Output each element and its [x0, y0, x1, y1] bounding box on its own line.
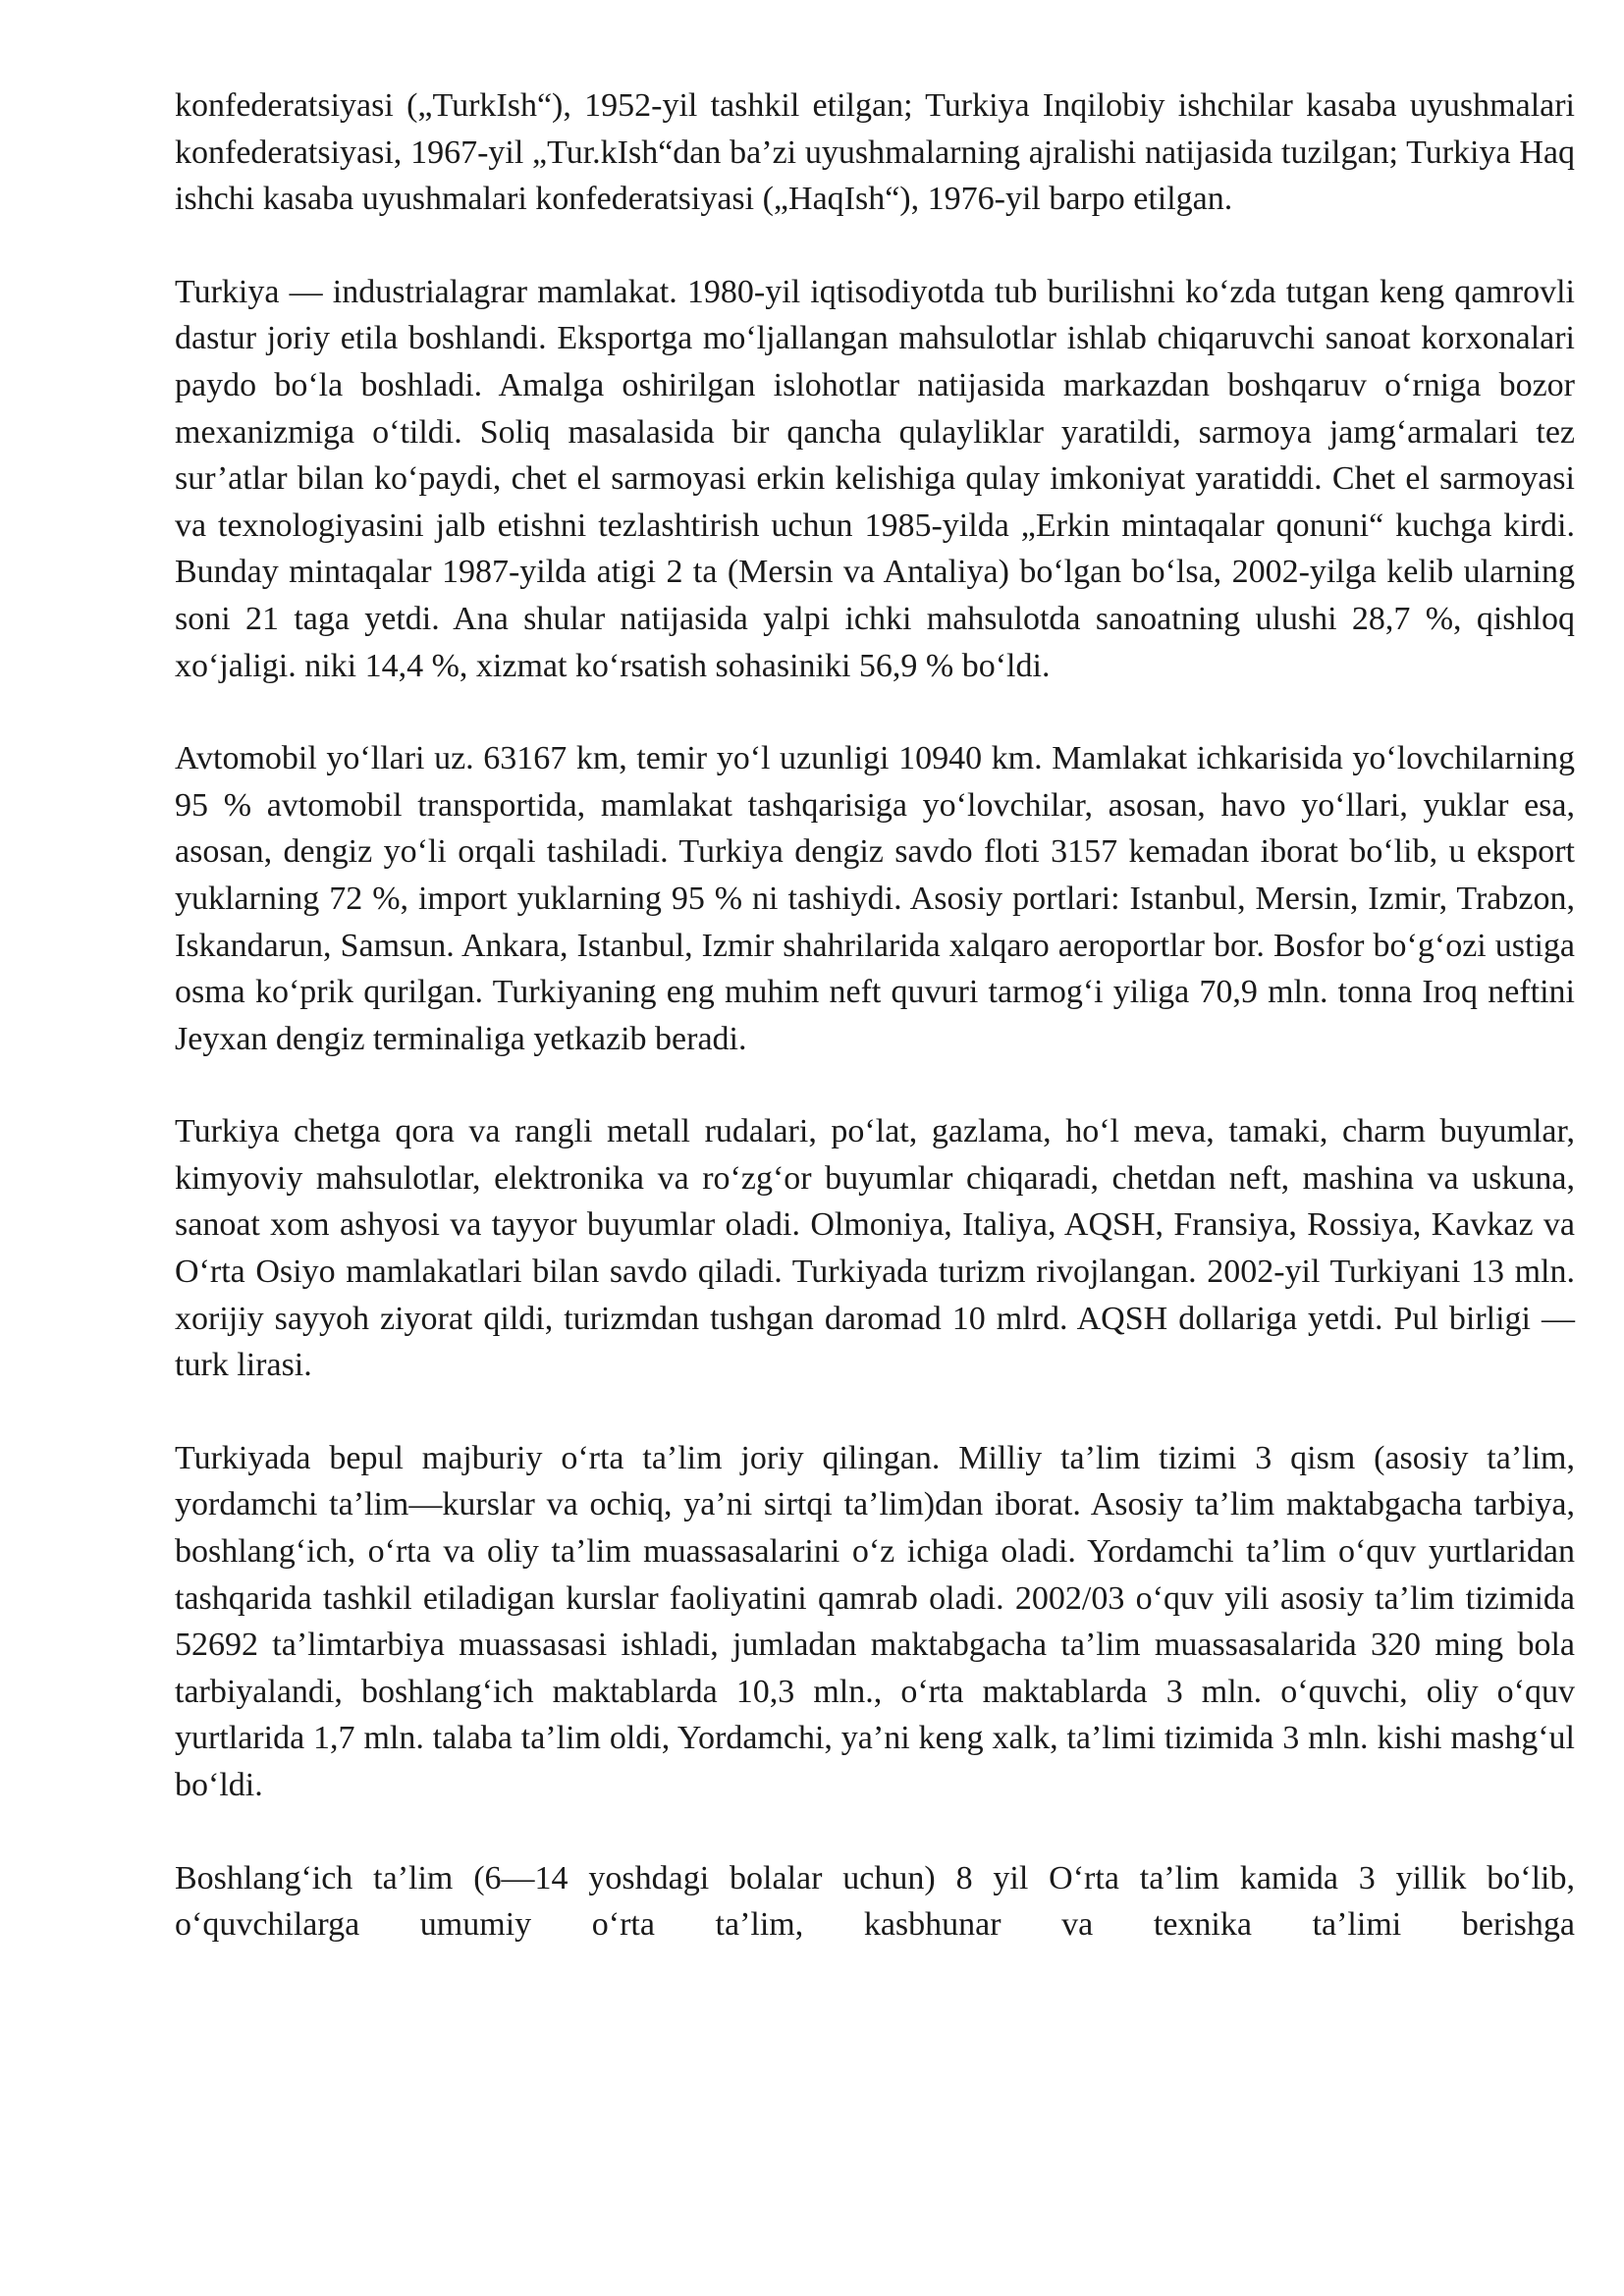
paragraph-economy: Turkiya — industrialagrar mamlakat. 1980-yil iqtisodiyotda tub burilishni ko‘zda tutgan keng qamrovli dastur joriy etila boshlandi. Eksportga mo‘ljallangan mahsulotlar ishlab chiqaruvchi sanoat korxonalari paydo bo‘la boshladi. Amalga oshirilgan islohotlar natijasida markazdan boshqaruv o‘rniga bozor mexanizmiga o‘tildi. Soliq masalasida bir qancha qulayliklar yaratildi, sarmoya jamg‘armalari tez sur’atlar bilan ko‘paydi, chet el sarmoyasi erkin kelishiga qulay imkoniyat yaratiddi. Chet el sarmoyasi va texnologiyasini jalb etishni tezlashtirish uchun 1985-yilda „Erkin mintaqalar qonuni“ kuchga kirdi. Bunday mintaqalar 1987-yilda atigi 2 ta (Mersin va Antaliya) bo‘lgan bo‘lsa, 2002-yilga kelib ularning soni 21 taga yetdi. Ana shular natijasida yalpi ichki mahsulotda sanoatning ulushi 28,7 %, qishloq xo‘jaligi. niki 14,4 %, xizmat ko‘rsatish sohasiniki 56,9 % bo‘ldi. — [175, 273, 1575, 684]
paragraph-primary-education: Boshlang‘ich ta’lim (6—14 yoshdagi bolalar uchun) 8 yil O‘rta ta’lim kamida 3 yillik bo‘lib, o‘quvchilarga umumiy o‘rta ta’lim, kasbhunar va texnika ta’limi berishga — [175, 1859, 1575, 1944]
paragraph-education: Turkiyada bepul majburiy o‘rta ta’lim joriy qilingan. Milliy ta’lim tizimi 3 qism (asosiy ta’lim, yordamchi ta’lim—kurslar va ochiq, ya’ni sirtqi ta’lim)dan iborat. Asosiy ta’lim maktabgacha tarbiya, boshlang‘ich, o‘rta va oliy ta’lim muassasalarini o‘z ichiga oladi. Yordamchi ta’lim o‘quv yurtlaridan tashqarida tashkil etiladigan kurslar faoliyatini qamrab oladi. 2002/03 o‘quv yili asosiy ta’lim tizimida 52692 ta’limtarbiya muassasasi ishladi, jumladan maktabgacha ta’lim muassasalarida 320 ming bola tarbiyalandi, boshlang‘ich maktablarda 10,3 mln., o‘rta maktablarda 3 mln. o‘quvchi, oliy o‘quv yurtlarida 1,7 mln. talaba ta’lim oldi, Yordamchi, ya’ni keng xalk, ta’limi tizimida 3 mln. kishi mashg‘ul bo‘ldi. — [175, 1439, 1575, 1803]
paragraph-foreign-trade: Turkiya chetga qora va rangli metall rudalari, po‘lat, gazlama, ho‘l meva, tamaki, charm buyumlar, kimyoviy mahsulotlar, elektronika va ro‘zg‘or buyumlar chiqaradi, chetdan neft, mashina va uskuna, sanoat xom ashyosi va tayyor buyumlar oladi. Olmoniya, Italiya, AQSH, Fransiya, Rossiya, Kavkaz va O‘rta Osiyo mamlakatlari bilan savdo qiladi. Turkiyada turizm rivojlangan. 2002-yil Turkiyani 13 mln. xorijiy sayyoh ziyorat qildi, turizmdan tushgan daromad 10 mlrd. AQSH dollariga yetdi. Pul birligi — turk lirasi. — [175, 1113, 1575, 1384]
document-page — [175, 82, 1575, 1995]
paragraph-transport: Avtomobil yo‘llari uz. 63167 km, temir yo‘l uzunligi 10940 km. Mamlakat ichkarisida yo‘lovchilarning 95 % avtomobil transportida, mamlakat tashqarisiga yo‘lovchilar, asosan, havo yo‘llari, yuklar esa, asosan, dengiz yo‘li orqali tashiladi. Turkiya dengiz savdo floti 3157 kemadan iborat bo‘lib, u eksport yuklarning 72 %, import yuklarning 95 % ni tashiydi. Asosiy portlari: Istanbul, Mersin, Izmir, Trabzon, Iskandarun, Samsun. Ankara, Istanbul, Izmir shahrilarida xalqaro aeroportlar bor. Bosfor bo‘g‘ozi ustiga osma ko‘prik qurilgan. Turkiyaning eng muhim neft quvuri tarmog‘i yiliga 70,9 mln. tonna Iroq neftini Jeyxan dengiz terminaliga yetkazib beradi. — [175, 740, 1575, 1057]
paragraph-trade-unions: konfederatsiyasi („TurkIsh“), 1952-yil tashkil etilgan; Turkiya Inqilobiy ishchilar kasaba uyushmalari konfederatsiyasi, 1967-yil „Tur.kIsh“dan ba’zi uyushmalarning ajralishi natijasida tuzilgan; Turkiya Haq ishchi kasaba uyushmalari konfederatsiyasi („HaqIsh“), 1976-yil barpo etilgan. — [175, 87, 1575, 218]
